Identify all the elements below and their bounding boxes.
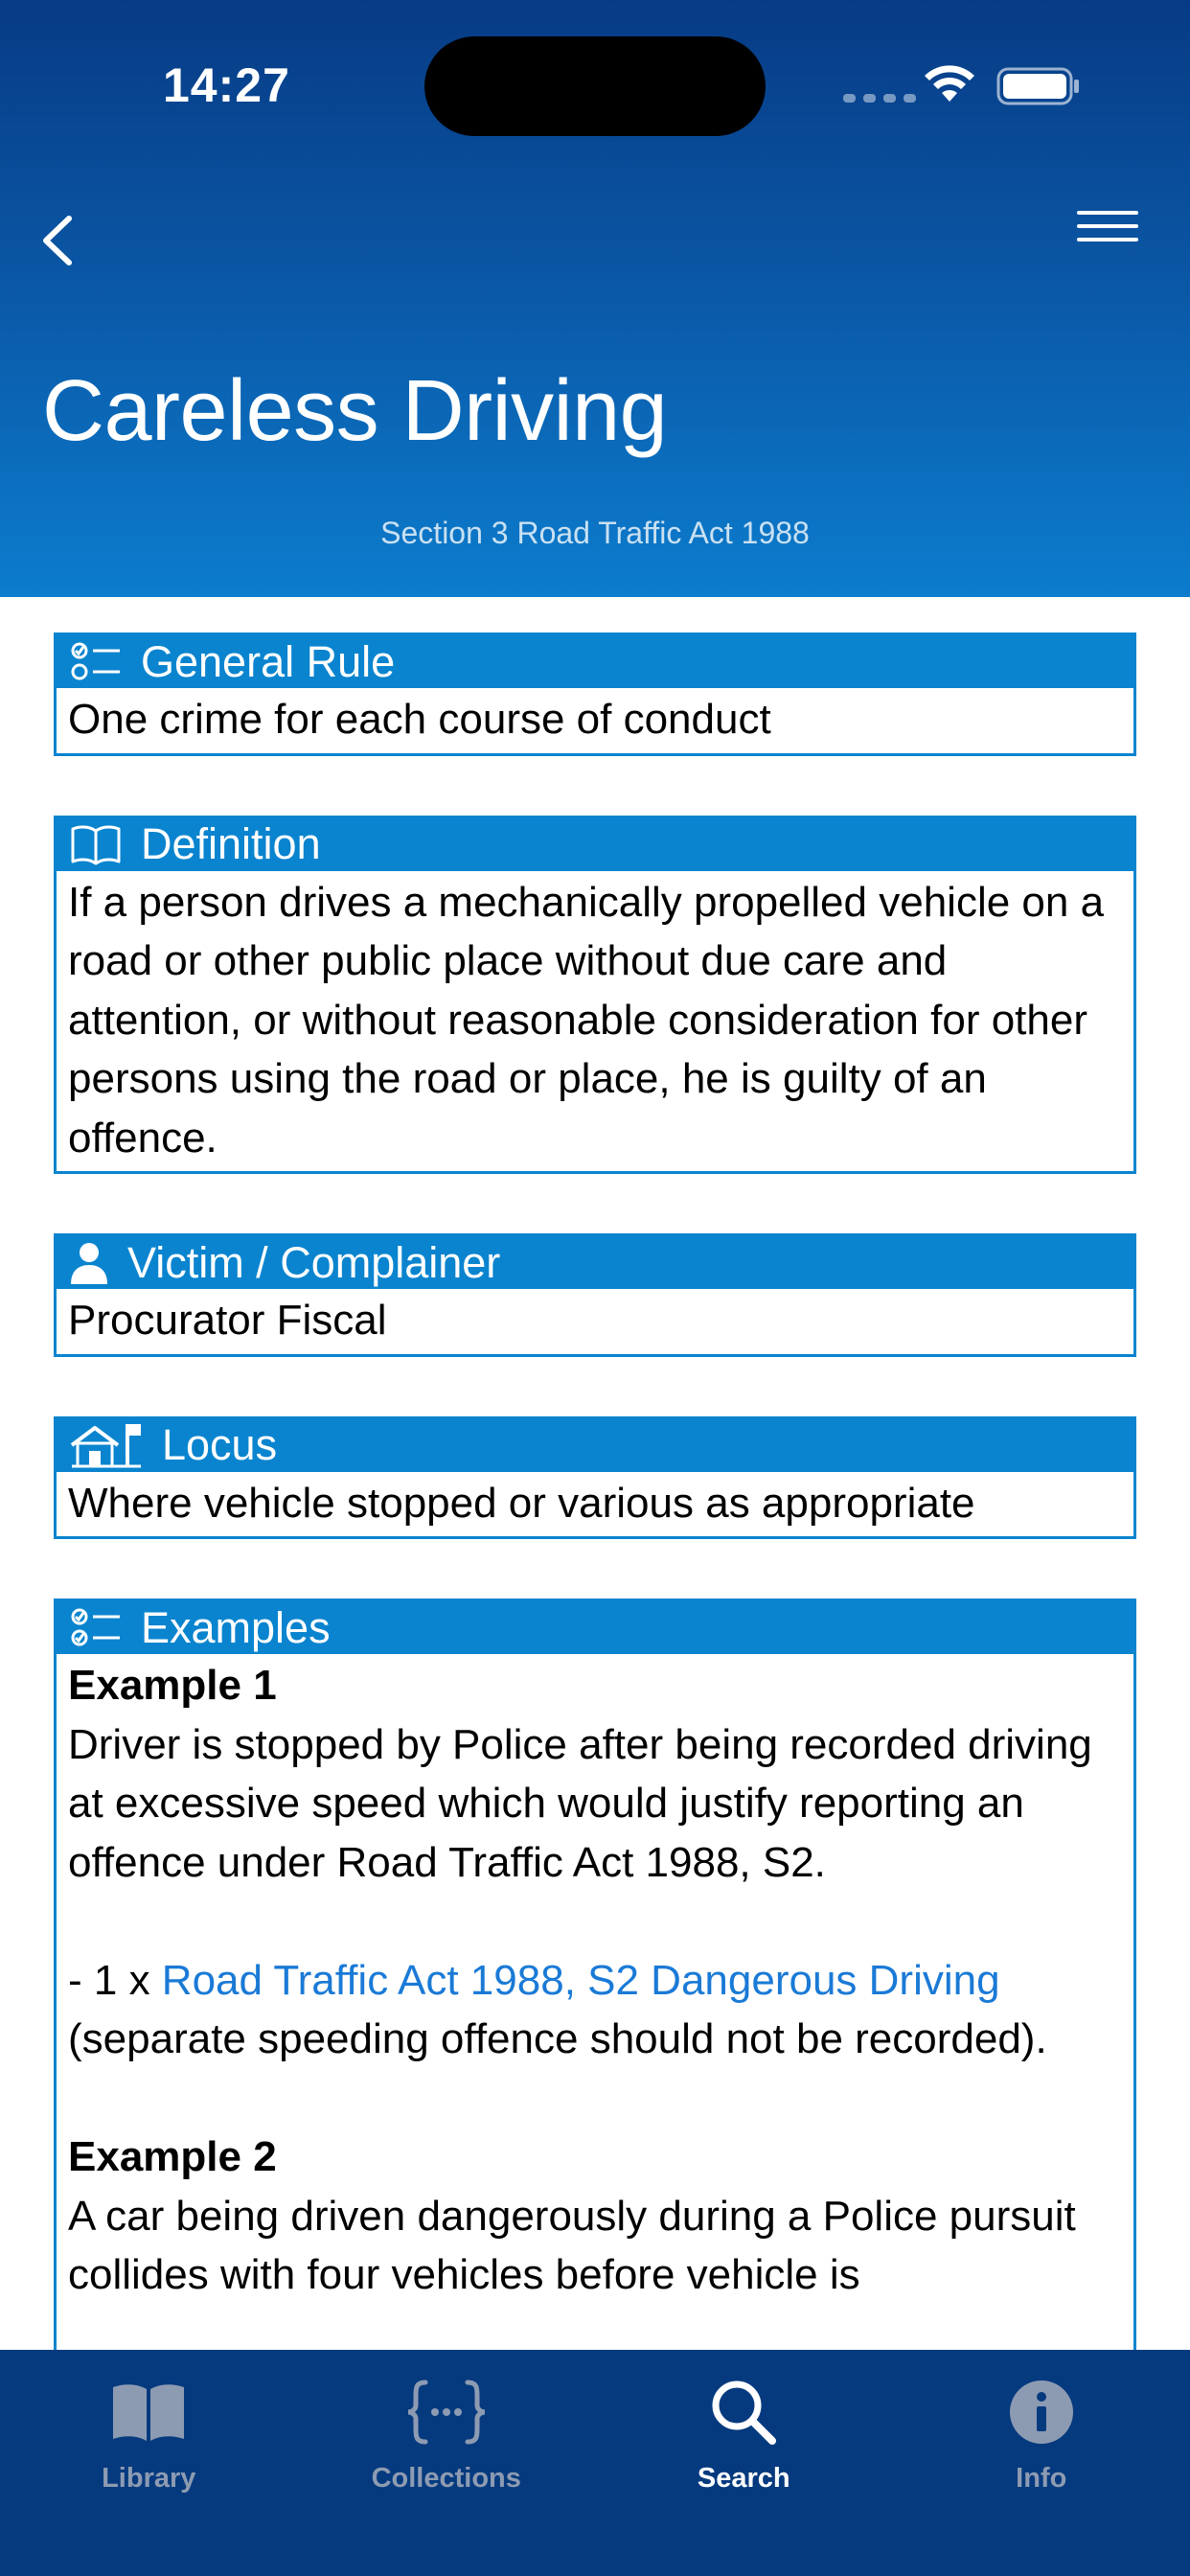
- locus-text: Where vehicle stopped or various as appropriate: [68, 1479, 975, 1527]
- examples-heading: Examples: [141, 1602, 331, 1652]
- status-time: 14:27: [163, 58, 290, 112]
- header: [0, 0, 1190, 597]
- definition-card: [54, 816, 1136, 1175]
- definition-text: If a person drives a mechanically propelled vehicle on a road or other public place without due care and attention, or without reasonable consideration for other persons using the road or place, he is guilty of an offence.: [68, 878, 1105, 1162]
- victim-text: Procurator Fiscal: [68, 1297, 387, 1344]
- person-icon: [70, 1240, 112, 1286]
- victim-heading: Victim / Complainer: [127, 1237, 501, 1287]
- tab-bar: [0, 2350, 1190, 2576]
- example-1-suffix: (separate speeding offence should not be recorded).: [68, 2015, 1047, 2062]
- example-2-text: A car being driven dangerously during a Police pursuit collides with four vehicles before vehicle is: [68, 2192, 1076, 2298]
- tab-info[interactable]: [893, 2350, 1190, 2576]
- checklist-icon: [70, 1605, 126, 1651]
- info-icon: [1008, 2369, 1075, 2455]
- cellular-signal-icon: [843, 94, 916, 103]
- search-icon: [709, 2369, 778, 2455]
- victim-header: [57, 1236, 1133, 1289]
- tab-collections-label: Collections: [371, 2463, 521, 2494]
- examples-body: [57, 1654, 1133, 2309]
- tab-search-label: Search: [697, 2463, 790, 2494]
- hamburger-menu-icon[interactable]: [1077, 211, 1138, 249]
- example-2-title: Example 2: [68, 2133, 277, 2180]
- page-subtitle: Section 3 Road Traffic Act 1988: [380, 516, 810, 550]
- locus-header: [57, 1419, 1133, 1472]
- dynamic-island: [424, 36, 766, 136]
- tab-collections[interactable]: [298, 2350, 596, 2576]
- general-rule-text: One crime for each course of conduct: [68, 696, 771, 743]
- locus-heading: Locus: [162, 1420, 278, 1469]
- general-rule-heading: General Rule: [141, 636, 396, 686]
- definition-heading: Definition: [141, 819, 321, 868]
- tab-library-label: Library: [102, 2463, 196, 2494]
- house-flag-icon: [70, 1422, 147, 1468]
- general-rule-header: [57, 635, 1133, 688]
- checklist-icon: [70, 639, 126, 685]
- definition-header: [57, 818, 1133, 871]
- content: [54, 632, 1136, 2576]
- example-1-text: Driver is stopped by Police after being recorded driving at excessive speed which would justify reporting an offence under Road Traffic Act 1988, S2.: [68, 1720, 1092, 1886]
- tab-library[interactable]: [0, 2350, 298, 2576]
- example-1-prefix: - 1 x: [68, 1956, 162, 2004]
- locus-card: [54, 1416, 1136, 1540]
- examples-header: [57, 1601, 1133, 1654]
- example-1-title: Example 1: [68, 1662, 277, 1709]
- victim-card: [54, 1233, 1136, 1357]
- page-title: Careless Driving: [42, 363, 668, 459]
- battery-icon: [996, 67, 1083, 105]
- book-icon: [110, 2369, 187, 2455]
- general-rule-card: [54, 632, 1136, 756]
- tab-search[interactable]: [595, 2350, 893, 2576]
- example-1-outcome: [68, 1951, 1122, 2011]
- dangerous-driving-link[interactable]: Road Traffic Act 1988, S2 Dangerous Driving: [161, 1956, 1000, 2004]
- tab-info-label: Info: [1016, 2463, 1067, 2494]
- back-chevron-icon[interactable]: [36, 207, 84, 274]
- wifi-icon: [922, 63, 977, 105]
- open-book-icon: [70, 821, 126, 867]
- braces-icon: [406, 2369, 487, 2455]
